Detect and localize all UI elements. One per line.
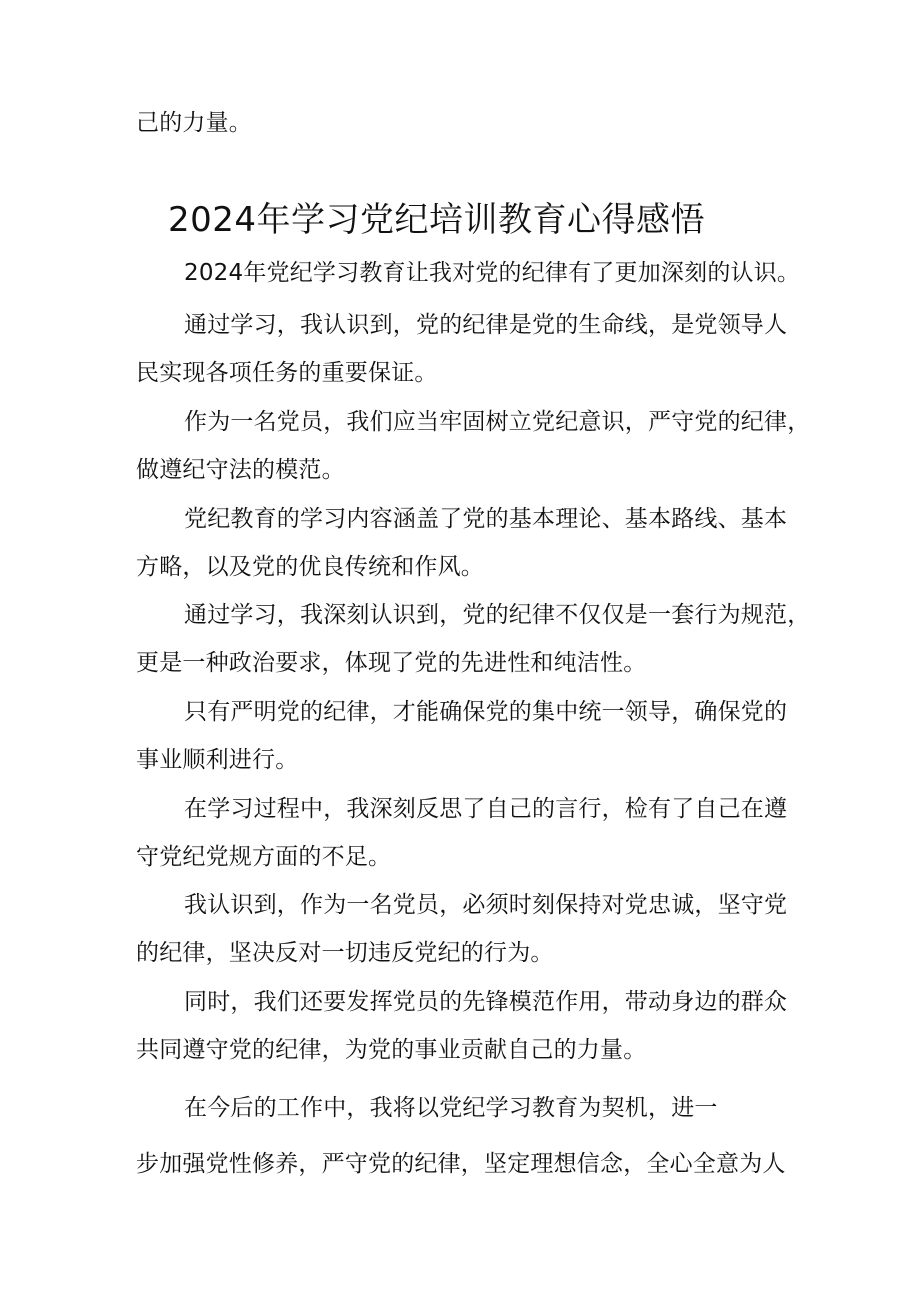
body-line: 做遵纪守法的模范。 <box>136 457 345 483</box>
body-line: 通过学习，我认识到，党的纪律是党的生命线，是党领导人 <box>184 312 788 338</box>
body-line: 我认识到，作为一名党员，必须时刻保持对党忠诚，坚守党 <box>184 892 788 918</box>
body-line: 的纪律，坚决反对一切违反党纪的行为。 <box>136 940 554 966</box>
body-line: 同时，我们还要发挥党员的先锋模范作用，带动身边的群众 <box>184 989 788 1015</box>
body-line: 方略，以及党的优良传统和作风。 <box>136 554 484 580</box>
body-line: 作为一名党员，我们应当牢固树立党纪意识，严守党的纪律， <box>184 409 811 435</box>
body-line: 只有严明党的纪律，才能确保党的集中统一领导，确保党的 <box>184 699 788 725</box>
body-line: 民实现各项任务的重要保证。 <box>136 360 438 386</box>
carry-over-text: 己的力量。 <box>136 110 252 136</box>
body-line: 党纪教育的学习内容涵盖了党的基本理论、基本路线、基本 <box>184 506 788 532</box>
document-title: 2024年学习党纪培训教育心得感悟 <box>168 200 706 240</box>
body-line: 通过学习，我深刻认识到，党的纪律不仅仅是一套行为规范， <box>184 602 811 628</box>
body-line: 在学习过程中，我深刻反思了自己的言行，检有了自己在遵 <box>184 796 788 822</box>
body-line: 事业顺利进行。 <box>136 747 299 773</box>
body-line: 守党纪党规方面的不足。 <box>136 844 392 870</box>
body-line: 共同遵守党的纪律，为党的事业贡献自己的力量。 <box>136 1037 647 1063</box>
body-line: 2024年党纪学习教育让我对党的纪律有了更加深刻的认识。 <box>184 260 801 286</box>
body-line: 更是一种政治要求，体现了党的先进性和纯洁性。 <box>136 650 647 676</box>
body-line: 步加强党性修养，严守党的纪律，坚定理想信念，全心全意为人 <box>136 1151 786 1177</box>
body-line: 在今后的工作中，我将以党纪学习教育为契机，进一 <box>184 1095 718 1121</box>
